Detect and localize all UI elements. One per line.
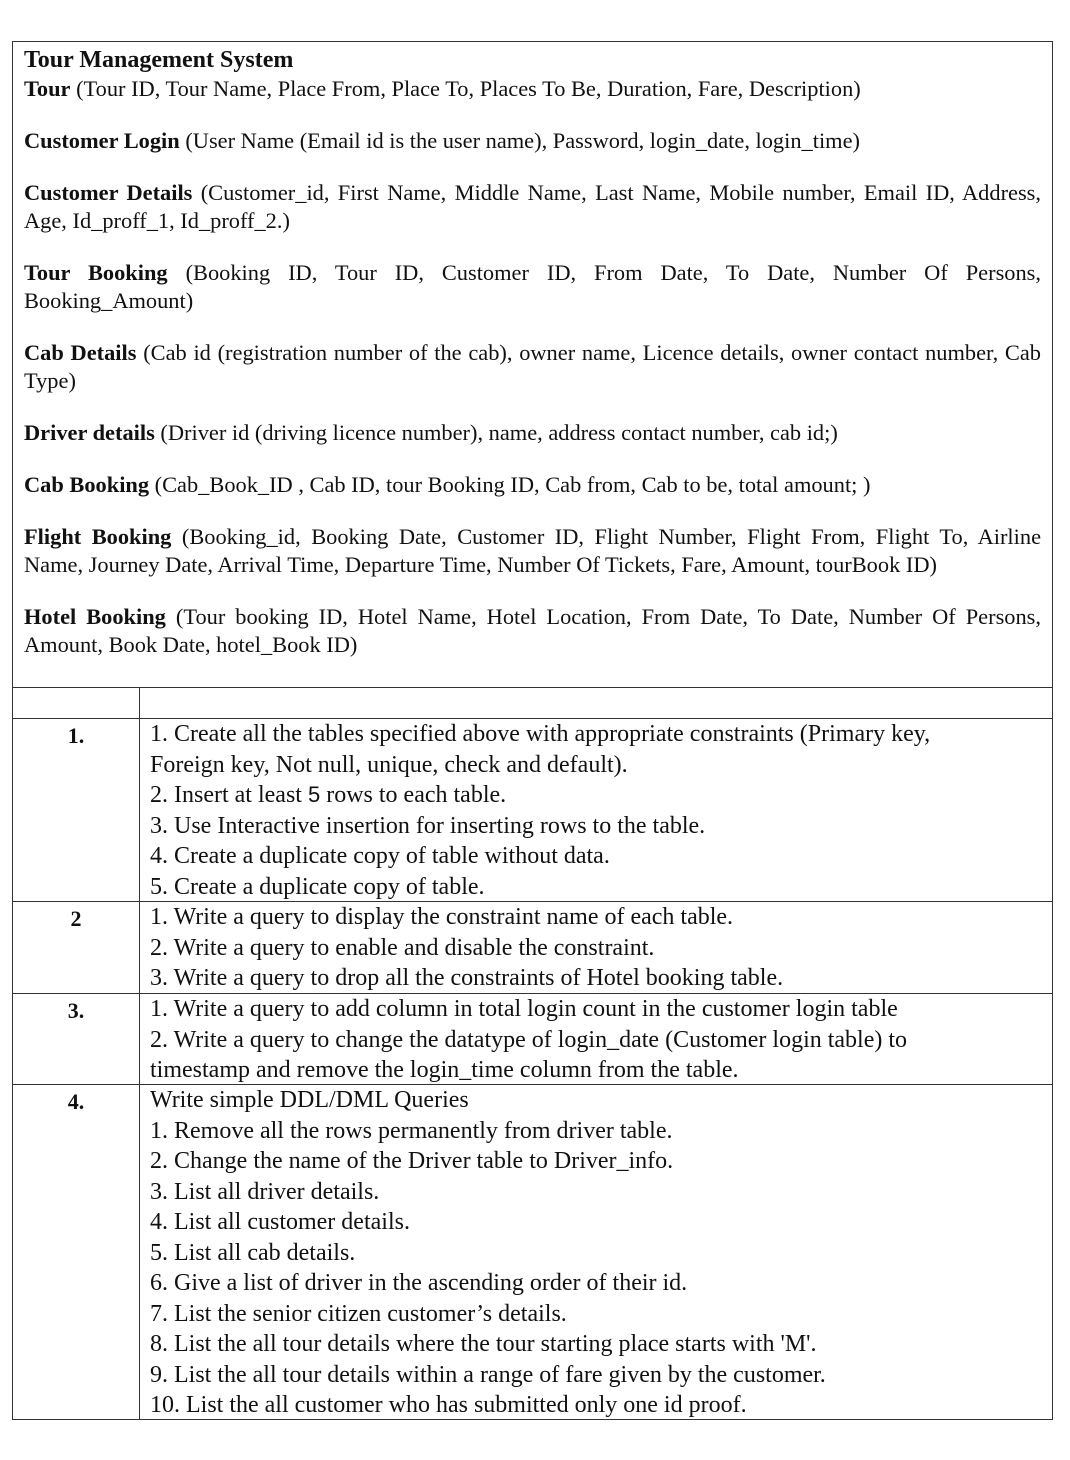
entity-driver-details	[24, 419, 1041, 447]
entity-fields: (Tour ID, Tour Name, Place From, Place To, Places To Be, Duration, Fare, Description)	[70, 76, 861, 101]
list-item: 2. Write a query to enable and disable the constraint.	[150, 934, 655, 961]
entity-cab-details	[24, 339, 1041, 395]
table-header-row	[13, 688, 1052, 719]
entity-fields: (User Name (Email id is the user name), Password, login_date, login_time)	[179, 128, 860, 153]
column-divider	[139, 1085, 140, 1420]
entity-cab-booking	[24, 471, 1041, 499]
list-item: 6. Give a list of driver in the ascending order of their id.	[150, 1270, 688, 1296]
questions-table	[13, 688, 1052, 1420]
list-item: 1. Create all the tables specified above with appropriate constraints (Primary key,	[150, 721, 931, 747]
column-divider	[139, 719, 140, 901]
list-item: Foreign key, Not null, unique, check and default).	[150, 751, 628, 778]
column-divider	[139, 902, 140, 993]
entity-name: Customer Login	[24, 128, 180, 153]
entity-fields: (Cab id (registration number of the cab), owner name, Licence details, owner contact number, Cab Type)	[24, 340, 1041, 393]
list-item: 9. List the all tour details within a range of fare given by the customer.	[150, 1361, 826, 1388]
list-item: 5. Create a duplicate copy of table.	[150, 873, 485, 900]
highlighted-number: 5	[307, 782, 321, 807]
list-item: 8. List the all tour details where the tour starting place starts with 'M'.	[150, 1331, 817, 1357]
item-text: 2. Insert at least	[150, 782, 308, 808]
document-title: Tour Management System	[24, 47, 294, 73]
item-text: rows to each table.	[320, 782, 507, 808]
question-items	[150, 994, 1044, 1086]
list-item: 2. Change the name of the Driver table to Driver_info.	[150, 1148, 674, 1174]
list-item: 3. Write a query to drop all the constraints of Hotel booking table.	[150, 965, 784, 991]
entity-fields: (Booking_id, Booking Date, Customer ID, Flight Number, Flight From, Flight To, Airline Name, Journey Date, Arrival Time, Departure Time, Number Of Tickets, Fare, Amount, tourBook ID)	[24, 524, 1042, 577]
entity-tour	[24, 75, 1041, 103]
list-item: 5. List all cab details.	[150, 1239, 356, 1266]
list-item: 3. List all driver details.	[150, 1178, 380, 1205]
entity-name: Customer Details	[24, 180, 193, 205]
table-row	[13, 994, 1052, 1085]
list-item: 3. Use Interactive insertion for inserting rows to the table.	[150, 812, 706, 839]
entity-fields: (Customer_id, First Name, Middle Name, Last Name, Mobile number, Email ID, Address, Age, Id_proff_1, Id_proff_2.)	[24, 180, 1041, 233]
list-item: 2. Write a query to change the datatype of login_date (Customer login table) to	[150, 1026, 908, 1053]
question-items	[150, 1085, 1044, 1421]
entity-name: Cab Booking	[24, 472, 150, 497]
list-item: Write simple DDL/DML Queries	[150, 1087, 469, 1113]
list-item: 1. Write a query to display the constraint name of each table.	[150, 904, 734, 930]
list-item: 4. List all customer details.	[150, 1209, 410, 1235]
entity-flight-booking	[24, 523, 1041, 579]
column-divider	[139, 688, 140, 718]
entity-fields: (Booking ID, Tour ID, Customer ID, From Date, To Date, Number Of Persons, Booking_Amount)	[24, 260, 1041, 313]
entity-name: Driver details	[24, 420, 155, 445]
table-row	[13, 1085, 1052, 1420]
table-row	[13, 902, 1052, 994]
entity-hotel-booking	[24, 603, 1041, 659]
question-number: 1.	[67, 723, 85, 748]
document-frame	[12, 41, 1053, 1420]
question-number: 4.	[67, 1089, 85, 1114]
entity-name: Tour	[24, 76, 71, 101]
entity-fields: (Tour booking ID, Hotel Name, Hotel Location, From Date, To Date, Number Of Persons, Amount, Book Date, hotel_Book ID)	[24, 604, 1041, 657]
list-item	[150, 780, 1044, 811]
entity-tour-booking	[24, 259, 1041, 315]
question-items	[150, 719, 1044, 902]
table-row	[13, 719, 1052, 902]
entity-name: Cab Details	[24, 340, 137, 365]
entity-customer-login	[24, 127, 1041, 155]
schema-section	[13, 42, 1052, 688]
question-number: 2	[70, 906, 82, 931]
entity-name: Hotel Booking	[24, 604, 166, 629]
list-item: timestamp and remove the login_time column from the table.	[150, 1057, 739, 1083]
entity-customer-details	[24, 179, 1041, 235]
entity-fields: (Cab_Book_ID , Cab ID, tour Booking ID, Cab from, Cab to be, total amount; )	[149, 472, 871, 497]
entity-name: Flight Booking	[24, 524, 172, 549]
list-item: 7. List the senior citizen customer’s details.	[150, 1300, 567, 1327]
list-item: 1. Remove all the rows permanently from driver table.	[150, 1117, 673, 1144]
list-item: 4. Create a duplicate copy of table without data.	[150, 843, 610, 869]
question-items	[150, 902, 1044, 994]
entity-fields: (Driver id (driving licence number), name, address contact number, cab id;)	[154, 420, 838, 445]
column-divider	[139, 994, 140, 1084]
list-item: 1. Write a query to add column in total login count in the customer login table	[150, 996, 898, 1022]
question-number: 3.	[67, 998, 85, 1023]
entity-name: Tour Booking	[24, 260, 168, 285]
list-item: 10. List the all customer who has submitted only one id proof.	[150, 1392, 747, 1418]
